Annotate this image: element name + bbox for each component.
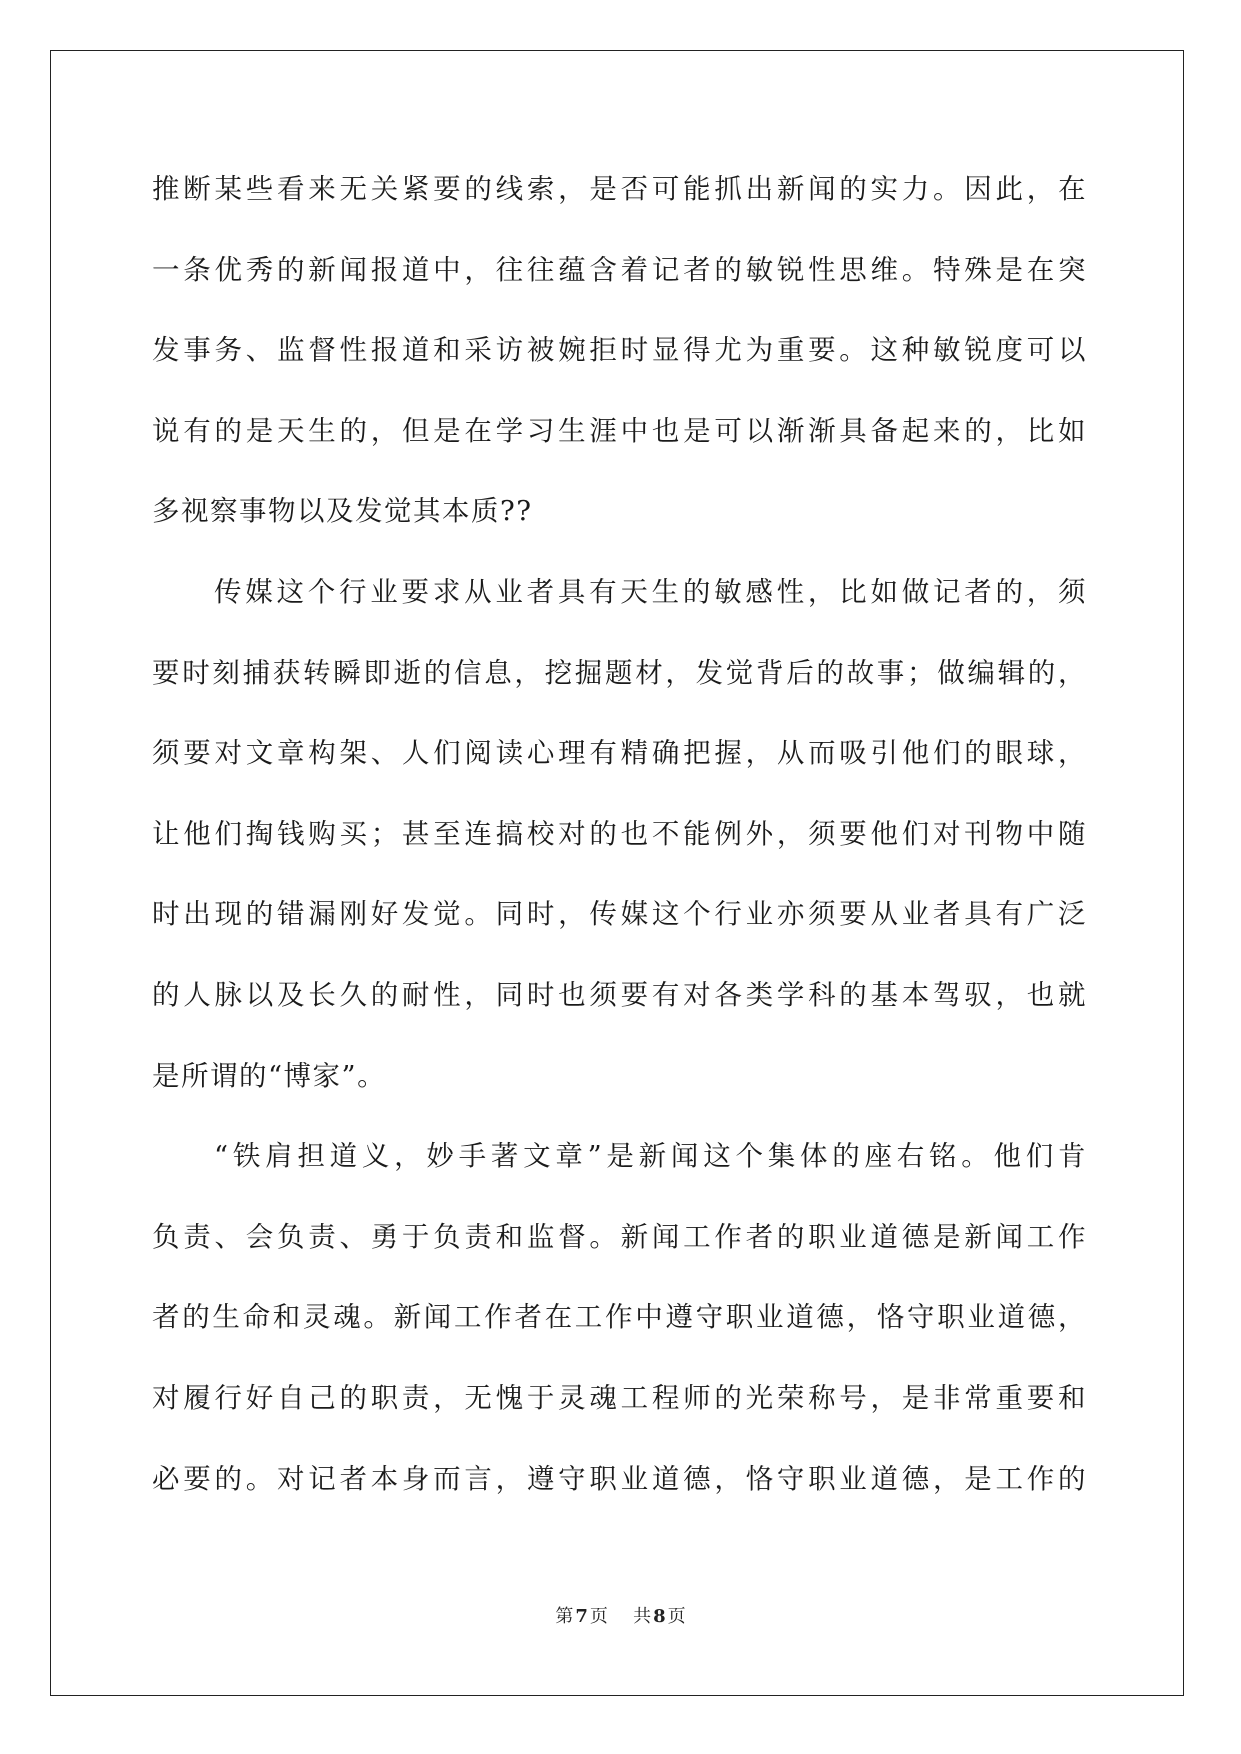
text-line: 要时刻捕获转瞬即逝的信息，挖掘题材，发觉背后的故事；做编辑的， <box>152 656 1087 689</box>
text-line: 说有的是天生的，但是在学习生涯中也是可以渐渐具备起来的，比如 <box>152 414 1087 447</box>
text-line: 发事务、监督性报道和采访被婉拒时显得尤为重要。这种敏锐度可以 <box>152 334 1087 367</box>
text-line: 传媒这个行业要求从业者具有天生的敏感性，比如做记者的，须 <box>214 575 1087 608</box>
text-line: 多视察事物以及发觉其本质?? <box>152 495 533 528</box>
page-total-label: 共 8 页 <box>633 1606 686 1627</box>
text-line: “铁肩担道义，妙手著文章”是新闻这个集体的座右铭。他们肯 <box>214 1140 1087 1173</box>
page-number-label: 第 7 页 <box>555 1606 608 1627</box>
text-line: 时出现的错漏刚好发觉。同时，传媒这个行业亦须要从业者具有广泛 <box>152 898 1087 931</box>
text-line: 一条优秀的新闻报道中，往往蕴含着记者的敏锐性思维。特殊是在突 <box>152 253 1087 286</box>
text-line: 的人脉以及长久的耐性，同时也须要有对各类学科的基本驾驭，也就 <box>152 978 1087 1011</box>
text-line: 负责、会负责、勇于负责和监督。新闻工作者的职业道德是新闻工作 <box>152 1220 1087 1253</box>
text-line: 让他们掏钱购买；甚至连搞校对的也不能例外，须要他们对刊物中随 <box>152 817 1087 850</box>
text-line: 是所谓的“博家”。 <box>152 1059 387 1092</box>
text-line: 推断某些看来无关紧要的线索，是否可能抓出新闻的实力。因此，在 <box>152 173 1087 205</box>
document-body <box>152 165 1087 1535</box>
text-line: 须要对文章构架、人们阅读心理有精确把握，从而吸引他们的眼球， <box>152 737 1087 770</box>
text-line: 者的生命和灵魂。新闻工作者在工作中遵守职业道德，恪守职业道德， <box>152 1301 1087 1334</box>
page-footer <box>0 1602 1241 1628</box>
text-line: 对履行好自己的职责，无愧于灵魂工程师的光荣称号，是非常重要和 <box>152 1381 1087 1414</box>
text-line: 必要的。对记者本身而言，遵守职业道德，恪守职业道德，是工作的 <box>152 1462 1087 1495</box>
